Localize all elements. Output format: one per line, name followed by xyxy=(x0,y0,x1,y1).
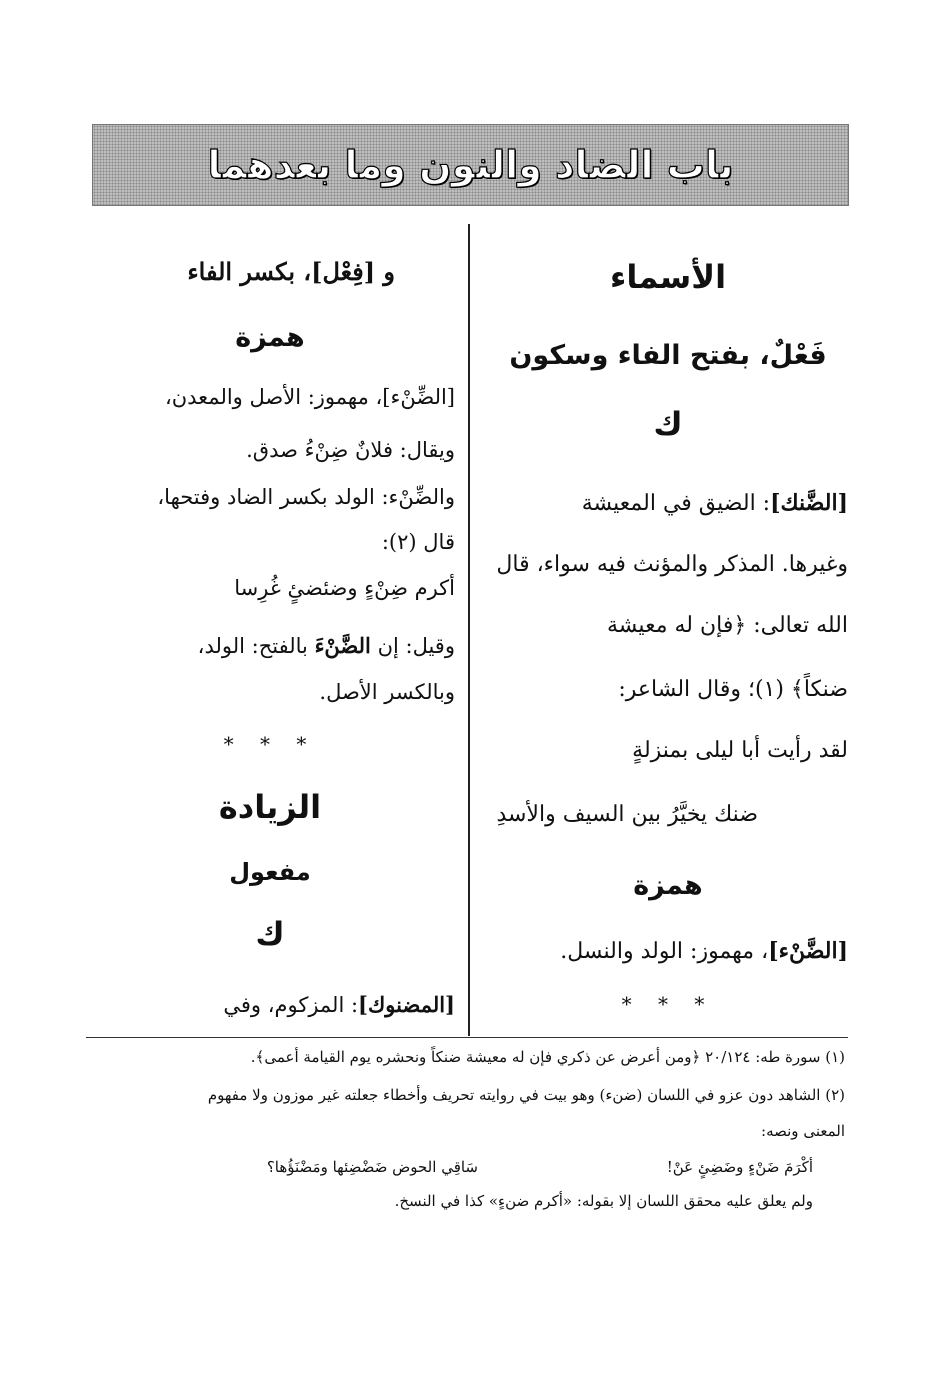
footnote-2-verse-first: أكْرَمَ ضَنْءٍ وضَضِئٍ عَنْ! xyxy=(666,1158,813,1176)
letter-heading-kaf-left: ك xyxy=(255,915,285,953)
entry-dhan-fath-line2: وبالكسر الأصل. xyxy=(319,680,455,704)
chapter-banner xyxy=(92,124,849,206)
column-divider xyxy=(468,224,470,1036)
verse-line2: ضنك يخيَّرُ بين السيف والأسدِ xyxy=(496,802,758,827)
footnote-separator xyxy=(86,1037,848,1038)
pattern-heading-fil: و [فِعْل]، بكسر الفاء xyxy=(187,257,395,286)
section-heading-asma: الأسماء xyxy=(609,258,727,296)
hamza-heading-left: همزة xyxy=(235,322,305,353)
entry-dhan-definition: ، مهموز: الولد والنسل. xyxy=(560,939,769,964)
letter-heading-kaf: ك xyxy=(653,405,683,443)
headword-madnook: [المضنوك] xyxy=(358,992,455,1017)
entry-dhin-line2: ويقال: فلانٌ ضِنْءُ صدق. xyxy=(246,438,455,462)
pattern-heading-fal: فَعْلٌ، بفتح الفاء وسكون xyxy=(509,340,827,371)
entry-dhank-line4: ضنكاً﴾ (١)؛ وقال الشاعر: xyxy=(618,677,848,702)
verse-line1: لقد رأيت أبا ليلى بمنزلةٍ xyxy=(632,738,848,763)
entry-dhin-line1: [الضِّنْء]، مهموز: الأصل والمعدن، xyxy=(164,385,455,409)
footnote-1: (١) سورة طه: ٢٠/١٢٤ ﴿ومن أعرض عن ذكري فإن له معيشة ضنكاً ونحشره يوم القيامة أعمى﴾. xyxy=(250,1048,845,1066)
entry-dhin2-line1: والضِّنْء: الولد بكسر الضاد وفتحها، xyxy=(157,485,455,509)
entry-madnook-definition: : المزكوم، وفي xyxy=(223,993,359,1017)
section-separator-left: * * * xyxy=(223,732,317,756)
pattern-heading-maful: مفعول xyxy=(229,858,311,886)
verse-akram: أكرم ضِنْءٍ وضئضئٍ غُرِسا xyxy=(234,576,455,600)
entry-dhank-line1 xyxy=(582,490,848,517)
chapter-title: باب الضاد والنون وما بعدهما xyxy=(207,143,734,187)
headword-dhan: [الضَّنْء] xyxy=(768,938,848,964)
section-separator-right: * * * xyxy=(621,992,715,1016)
footnote-2-line4: ولم يعلق عليه محقق اللسان إلا بقوله: «أكرم ضنءٍ» كذا في النسخ. xyxy=(394,1192,813,1210)
entry-dhank-line2: وغيرها. المذكر والمؤنث فيه سواء، قال xyxy=(496,552,848,577)
footnote-2-line2: المعنى ونصه: xyxy=(761,1122,845,1140)
entry-dhan-fath-definition: بالفتح: الولد، xyxy=(197,634,308,658)
entry-dhank-line3: الله تعالى: ﴿فإن له معيشة xyxy=(607,613,848,638)
headword-dhan-fath: الضَّنْءَ xyxy=(314,633,371,658)
footnote-2-line1: (٢) الشاهد دون عزو في اللسان (ضنء) وهو بيت في روايته تحريف وأخطاء جعلته غير موزون ولا مفهوم xyxy=(207,1086,845,1104)
entry-dhan-hamza xyxy=(560,938,848,965)
entry-dhan-fath-line1 xyxy=(198,633,455,659)
footnote-2-verse-second: سَاقِي الحوض ضَضْضِئها ومَضْنَؤُها؟ xyxy=(266,1158,478,1176)
entry-dhank-definition: : الضيق في المعيشة xyxy=(581,491,771,516)
headword-dhank: [الضَّنك] xyxy=(770,490,848,516)
entry-madnook xyxy=(223,992,455,1018)
entry-dhan-fath-prefix: وقيل: إن xyxy=(377,634,455,658)
hamza-heading-right: همزة xyxy=(633,870,703,901)
section-heading-ziyada: الزيادة xyxy=(218,788,322,826)
entry-dhin2-line2: قال (٢): xyxy=(381,530,455,554)
